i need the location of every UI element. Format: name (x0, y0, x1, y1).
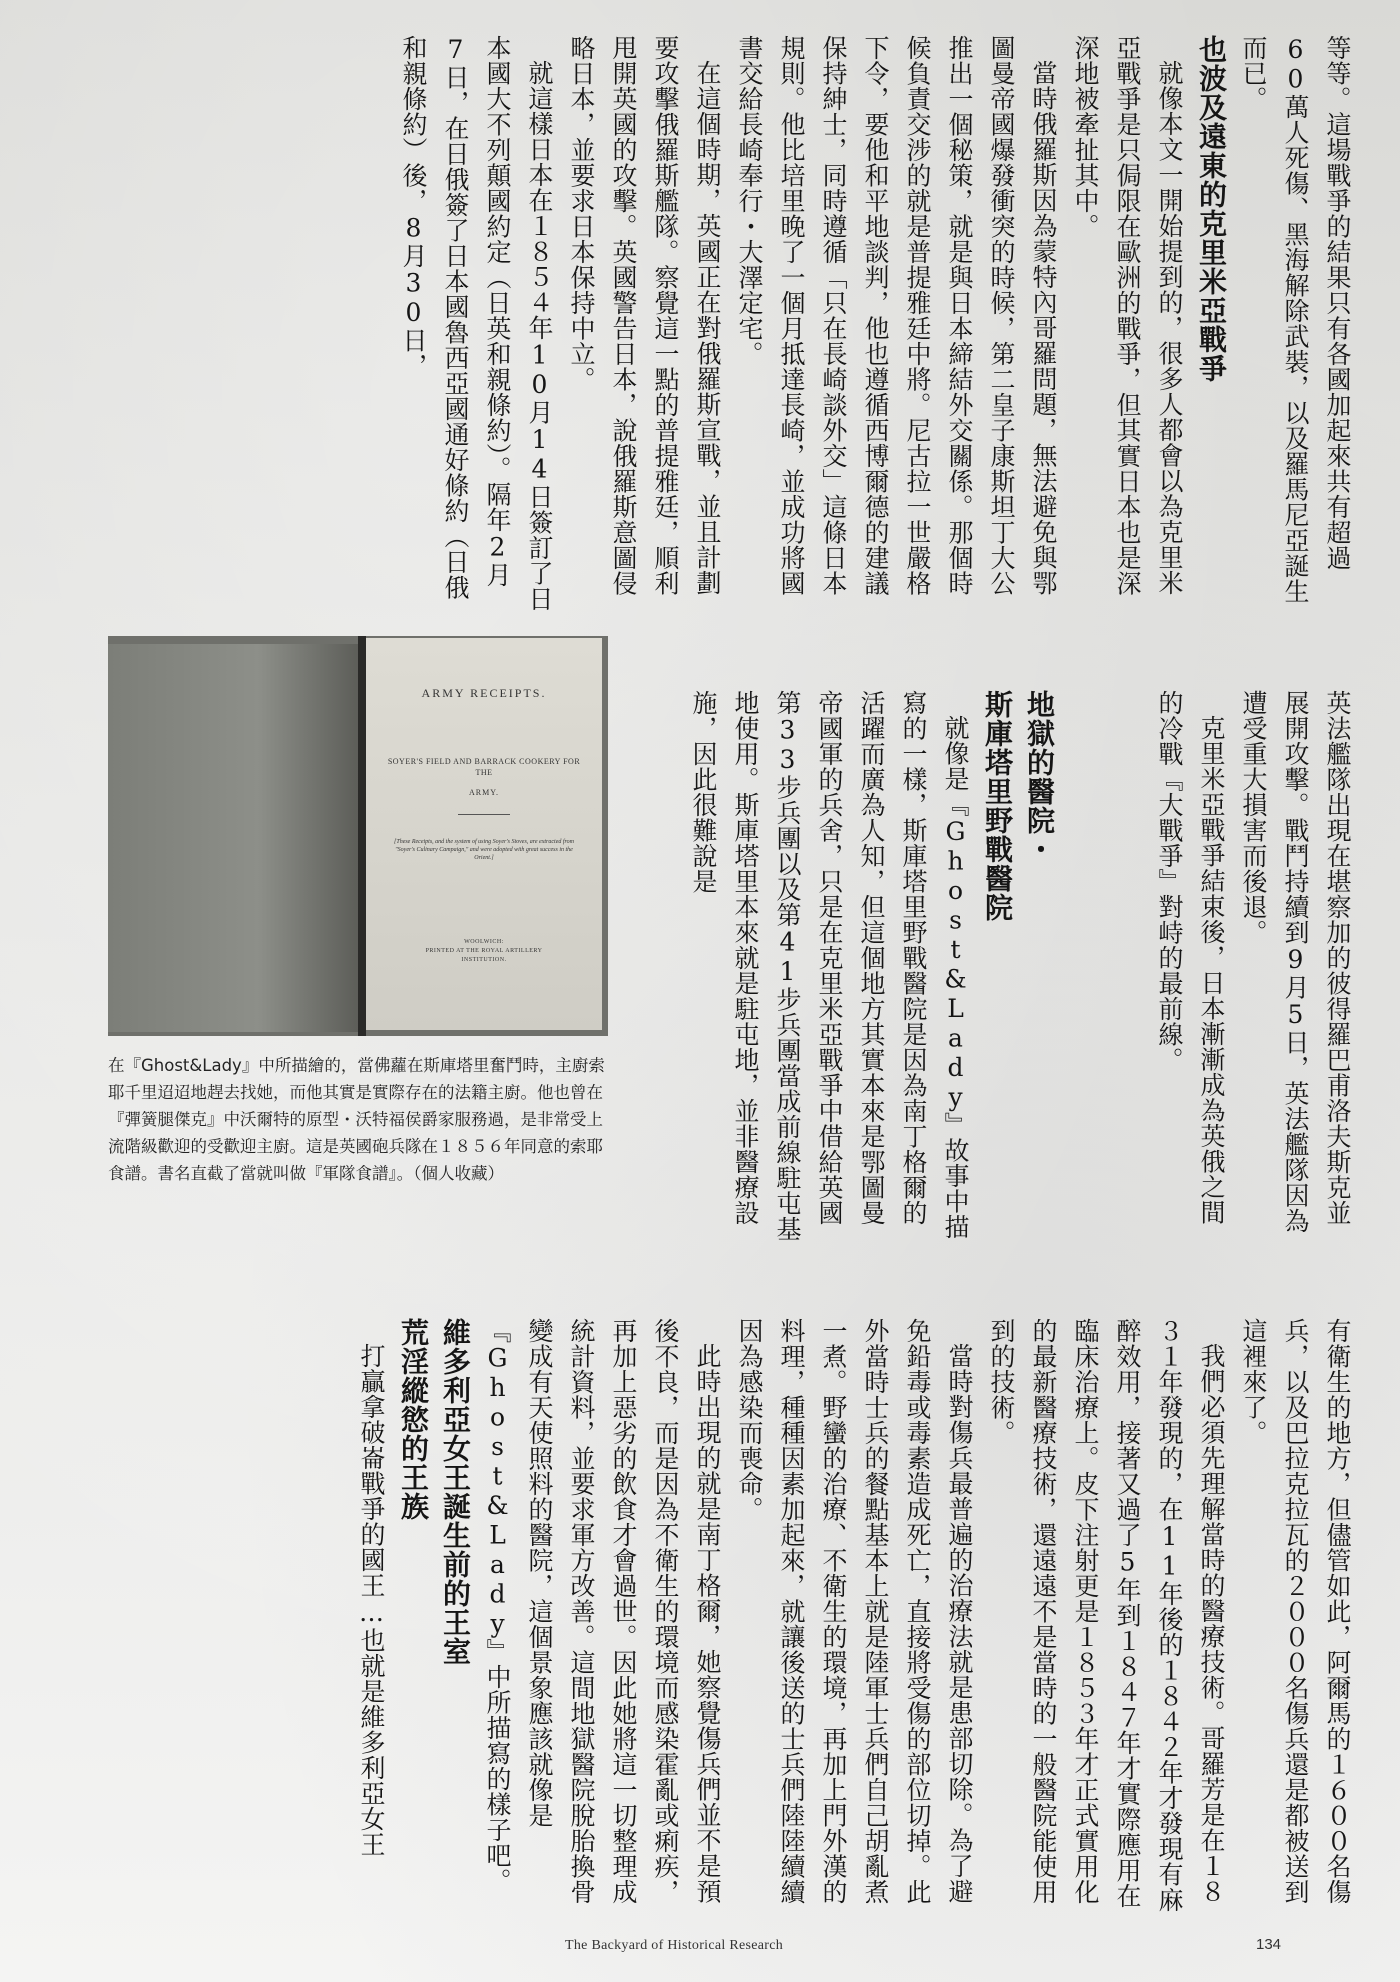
paragraph: 此時出現的就是南丁格爾，她察覺傷兵們並不是預後不良，而是因為不衛生的環境而感染霍亂或痢疾，再加上惡劣的飲食才會過世。因此她將這一切整理成統計資料，並要求軍方改善。這間地獄醫院脫胎換骨變成有天使照料的醫院，這個景象應該就像是『Ghost&Lady』中所描寫的樣子吧。 (483, 1318, 722, 1905)
article-block-middle-center (658, 690, 1060, 1250)
paragraph: 在這個時期，英國正在對俄羅斯宣戰，並且計劃要攻擊俄羅斯艦隊。察覺這一點的普提雅廷，順利甩開英國的攻擊。英國警告日本，說俄羅斯意圖侵略日本，並要求日本保持中立。 (567, 35, 722, 596)
paragraph: 克里米亞戰爭結束後，日本漸漸成為英俄之間的冷戰『大戰爭』對峙的最前線。 (1155, 690, 1226, 1225)
heading-line: 維多利亞女王誕生前的王室 (439, 1318, 472, 1666)
paragraph: 打贏拿破崙戰爭的國王…也就是維多利亞女王 (357, 1343, 386, 1857)
book-note: [These Receipts, and the system of using Soyer's Stoves, are extracted from "Soyer's Culinary Campaign," and were adopted with great success in the Orient.] (394, 839, 574, 861)
paragraph: 就這樣日本在１８５４年10月14日簽訂了日本國大不列顛國約定（日英和親條約）。隔年2月7日，在日俄簽了日本國魯西亞國通好條約（日俄和親條約）後，8月30日， (399, 35, 554, 612)
book-title-page (366, 638, 602, 1030)
paragraph: 英法艦隊出現在堪察加的彼得羅巴甫洛夫斯克並展開攻擊。戰鬥持續到9月5日，英法艦隊因為遭受重大損害而後退。 (1239, 690, 1352, 1234)
article-block-top-left (399, 35, 1358, 615)
paragraph: 有衛生的地方，但儘管如此，阿爾馬的１６００名傷兵，以及巴拉克拉瓦的２０００名傷兵還是都被送到這裡來了。 (1239, 1318, 1352, 1905)
running-title: The Backyard of Historical Research (565, 1938, 784, 1953)
book-subtitle: SOYER'S FIELD AND BARRACK COOKERY FOR THE (387, 757, 581, 777)
article-block-middle-right (1098, 690, 1358, 1250)
paragraph: 當時對傷兵最普遍的治療法就是患部切除。為了避免鉛毒或毒素造成死亡，直接將受傷的部位切掉。此外當時士兵的餐點基本上就是陸軍士兵們自己胡亂煮一煮。野蠻的治療、不衛生的環境，再加上門外漢的料理，種種因素加起來，就讓後送的士兵們陸陸續續因為感染而喪命。 (735, 1318, 974, 1905)
article-block-bottom (343, 1318, 1358, 1928)
section-heading (392, 1318, 476, 1928)
heading-line: 斯庫塔里野戰醫院 (981, 690, 1014, 922)
book-title: ARMY RECEIPTS. (421, 686, 547, 700)
book-spine (358, 636, 366, 1036)
book-place: WOOLWICH: (464, 939, 504, 945)
paragraph: 我們必須先理解當時的醫療技術。哥羅芳是在１８３１年發現的，在11年後的１８４２年才發現有麻醉效用，接著又過了5年到１８４７年才實際應用在臨床治療上。皮下注射更是１８５３年才正式實用化的最新醫療技術，還遠遠不是當時的一般醫院能使用到的技術。 (987, 1318, 1226, 1913)
section-heading (976, 690, 1060, 1250)
book-cover-page (108, 644, 358, 1032)
page-number: 134 (1256, 1936, 1282, 1953)
book-photo (108, 636, 608, 1036)
heading-line: 地獄的醫院・ (1023, 690, 1056, 864)
photo-caption (108, 1052, 608, 1187)
section-heading: 也波及遠東的克里米亞戰爭 (1195, 35, 1228, 383)
paragraph: 就像本文一開始提到的，很多人都會以為克里米亞戰爭是只侷限在歐洲的戰爭，但其實日本也是深深地被牽扯其中。 (1071, 35, 1184, 596)
divider (458, 814, 510, 815)
book-imprint (406, 938, 562, 965)
heading-line: 荒淫縱慾的王族 (397, 1318, 430, 1521)
book-printer: PRINTED AT THE ROYAL ARTILLERY INSTITUTION. (425, 948, 543, 963)
paragraph: 等等。這場戰爭的結果只有各國加起來共有超過60萬人死傷、黑海解除武裝，以及羅馬尼亞誕生而已。 (1239, 35, 1352, 604)
book-subtitle-army: ARMY. (469, 788, 499, 797)
paragraph: 當時俄羅斯因為蒙特內哥羅問題，無法避免與鄂圖曼帝國爆發衝突的時候，第二皇子康斯坦丁大公推出一個秘策，就是與日本締結外交關係。那個時候負責交涉的就是普提雅廷中將。尼古拉一世嚴格下令，要他和平地談判，他也遵循西博爾德的建議保持紳士，同時遵循「只在長崎談外交」這條日本規則。他比培里晚了一個月抵達長崎，並成功將國書交給長崎奉行・大澤定宅。 (735, 35, 1058, 596)
paragraph: 就像是『Ghost&Lady』故事中描寫的一樣，斯庫塔里野戰醫院是因為南丁格爾的活躍而廣為人知，但這個地方其實本來是鄂圖曼帝國軍的兵舍，只是在克里米亞戰爭中借給英國第33步兵團以及第41步兵團當成前線駐屯基地使用。斯庫塔里本來就是駐屯地，並非醫療設施，因此很難說是 (689, 690, 970, 1242)
caption-text: 在『Ghost&Lady』中所描繪的，當佛蘿在斯庫塔里奮鬥時，主廚索耶千里迢迢地趕去找她，而他其實是實際存在的法籍主廚。他也曾在『彈簧腿傑克』中沃爾特的原型・沃特福侯爵家服務過，是非常受上流階級歡迎的受歡迎主廚。這是英國砲兵隊在１８５６年同意的索耶食譜。書名直截了當就叫做『軍隊食譜』。（個人收藏） (108, 1056, 605, 1183)
